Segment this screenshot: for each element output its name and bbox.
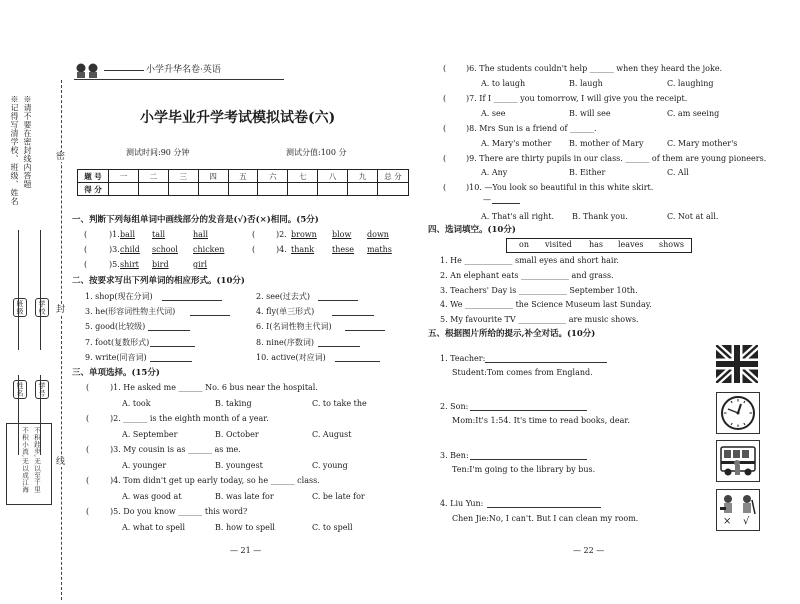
score-input[interactable] [138, 183, 168, 196]
fill-item: 2. An elephant eats ____________ and grass. [440, 271, 614, 280]
bus-icon [716, 440, 760, 482]
series-header [74, 62, 284, 78]
cell: 总 分 [378, 170, 409, 183]
word-bank [506, 238, 692, 253]
kids-logo-icon [74, 62, 102, 78]
answer-blank[interactable] [148, 330, 190, 331]
fill-item: 3. Teachers' Day is ____________ September 10th. [440, 286, 638, 295]
s2-item: 4. fly(单三形式) [256, 307, 315, 316]
seal-char-xian: 线 [56, 457, 66, 467]
mc-option[interactable]: B. was late for [215, 492, 274, 501]
mc-option[interactable]: B. laugh [569, 79, 603, 88]
s1-num: )1. [109, 230, 120, 239]
answer-blank[interactable] [318, 300, 358, 301]
mc-question: )9. There are thirty pupils in our class. ______ of them are young pioneers. [466, 154, 767, 163]
mc-option[interactable]: C. Not at all. [667, 212, 719, 221]
page-number-right: — 22 — [573, 546, 605, 555]
field-number: 学号 [35, 380, 49, 399]
mc-option[interactable]: C. be late for [312, 492, 365, 501]
dialog-response: Student:Tom comes from England. [452, 368, 593, 377]
score-value-row [78, 183, 409, 196]
score-input[interactable] [348, 183, 378, 196]
field-class: 班级 [13, 298, 27, 317]
notice-2: ※记得写清学校、班级、姓名 [10, 95, 19, 206]
s2-item: 1. shop(现在分词) [85, 292, 153, 301]
word-bank-item: visited [545, 240, 572, 249]
word-bank-item: shows [659, 240, 685, 249]
paren: ( [443, 183, 447, 192]
mc-option[interactable]: B. Either [569, 168, 606, 177]
answer-blank[interactable] [332, 315, 374, 316]
answer-blank[interactable] [335, 361, 380, 362]
answer-blank[interactable] [162, 300, 222, 301]
mc-question: )10. —You look so beautiful in this white skirt. [466, 183, 654, 192]
mc-question: )7. If I ______ you tomorrow, I will give you the receipt. [466, 94, 688, 103]
fill-item: 5. My favourite TV ____________ are music shows. [440, 315, 639, 324]
paren: ( [86, 445, 90, 454]
s1-word: maths [367, 245, 392, 254]
mc-option[interactable]: C. August [312, 430, 352, 439]
field-school: 学校 [35, 298, 49, 317]
answer-blank[interactable] [345, 330, 385, 331]
s1-word: hall [193, 230, 209, 239]
mc-option[interactable]: A. took [122, 399, 151, 408]
s2-item: 7. foot(复数形式) [85, 338, 150, 347]
s1-word: child [120, 245, 140, 254]
mc-option[interactable]: C. Mary mother's [667, 139, 738, 148]
mc-option[interactable]: B. will see [569, 109, 611, 118]
score-input[interactable] [318, 183, 348, 196]
s2-item: 3. he(形容词性物主代词) [85, 307, 176, 316]
s1-word: shirt [120, 260, 139, 269]
paren: ( [86, 383, 90, 392]
cell: 六 [258, 170, 288, 183]
mc-option[interactable]: A. to laugh [481, 79, 526, 88]
paren: ( [443, 64, 447, 73]
mc-option[interactable]: B. how to spell [215, 523, 275, 532]
score-input[interactable] [198, 183, 228, 196]
cell: 得 分 [78, 183, 109, 196]
series-title: 小学升华名卷·英语 [146, 65, 221, 75]
paren: ( [86, 414, 90, 423]
answer-blank[interactable] [150, 346, 195, 347]
s1-num: )5. [109, 260, 120, 269]
paren: ( [252, 230, 256, 239]
s1-num: )3. [109, 245, 120, 254]
mc-option[interactable]: A. That's all right. [481, 212, 555, 221]
cell: 九 [348, 170, 378, 183]
dialog-response: Chen Jie:No, I can't. But I can clean my room. [452, 514, 639, 523]
cell: 二 [138, 170, 168, 183]
s1-num: )4. [276, 245, 287, 254]
answer-blank[interactable] [190, 315, 230, 316]
s1-word: down [367, 230, 389, 239]
mc-question: )4. Tom didn't get up early today, so he ______ class. [110, 476, 320, 485]
mc-option[interactable]: C. to take the [312, 399, 367, 408]
cell: 一 [109, 170, 139, 183]
mc-option[interactable]: A. younger [122, 461, 167, 470]
fill-item: 4. We ____________ the Science Museum last Sunday. [440, 300, 652, 309]
paren: ( [252, 245, 256, 254]
mc-option[interactable]: B. mother of Mary [569, 139, 644, 148]
s1-word: thank [291, 245, 315, 254]
section3-heading: 三、单项选择。(15分) [72, 368, 160, 378]
cell: 题 号 [78, 170, 109, 183]
paren: ( [443, 154, 447, 163]
fill-item: 1. He ____________ small eyes and short hair. [440, 256, 619, 265]
mc-question: )5. Do you know ______ this word? [110, 507, 248, 516]
dialog-response: Mom:It's 1:54. It's time to read books, dear. [452, 416, 630, 425]
motto-2: 不积小流,无以成江海 [21, 427, 29, 493]
s1-word: girl [193, 260, 208, 269]
s1-word: bird [152, 260, 169, 269]
s2-item: 2. see(过去式) [256, 292, 310, 301]
clock-icon [716, 392, 760, 434]
paren: ( [84, 260, 88, 269]
score-input[interactable] [168, 183, 198, 196]
mc-question: )1. He asked me ______ No. 6 bus near the hospital. [110, 383, 318, 392]
score-input[interactable] [378, 183, 409, 196]
s1-word: tall [152, 230, 166, 239]
mc-option[interactable]: A. see [481, 109, 506, 118]
word-bank-item: leaves [618, 240, 644, 249]
answer-blank[interactable] [470, 459, 587, 460]
answer-blank[interactable] [485, 362, 607, 363]
union-jack-flag-icon [716, 345, 758, 383]
score-input[interactable] [258, 183, 288, 196]
s1-word: brown [291, 230, 317, 239]
paren: ( [84, 230, 88, 239]
word-bank-item: has [589, 240, 604, 249]
section1-heading: 一、判断下列每组单词中画线部分的发音是(√)否(×)相同。(5分) [72, 215, 319, 225]
score-header-row [78, 170, 409, 183]
section4-heading: 四、选词填空。(10分) [428, 225, 516, 235]
dialog-response: Ten:I'm going to the library by bus. [452, 465, 596, 474]
cell: 四 [198, 170, 228, 183]
cell: 五 [228, 170, 258, 183]
paren: ( [86, 476, 90, 485]
s1-word: chicken [193, 245, 225, 254]
score-input[interactable] [288, 183, 318, 196]
answer-blank[interactable] [487, 507, 601, 508]
cooking-cleaning-icon [716, 489, 760, 531]
mc-option[interactable]: C. am seeing [667, 109, 720, 118]
field-name: 姓名 [13, 380, 27, 399]
mc-question: )3. My cousin is as ______ as me. [110, 445, 241, 454]
exam-title: 小学毕业升学考试模拟试卷(六) [140, 110, 336, 126]
s1-num: )2. [276, 230, 287, 239]
s2-item: 10. active(对应词) [256, 353, 326, 362]
mc-option[interactable]: B. Thank you. [572, 212, 628, 221]
mc-option[interactable]: C. young [312, 461, 348, 470]
s1-word: school [152, 245, 178, 254]
mc-option[interactable]: A. what to spell [122, 523, 186, 532]
s2-item: 6. I(名词性物主代词) [256, 322, 332, 331]
s2-item: 9. write(同音词) [85, 353, 147, 362]
seal-char-mi: 密 [56, 152, 66, 162]
section2-heading: 二、按要求写出下列单词的相应形式。(10分) [72, 276, 245, 286]
paren: ( [443, 124, 447, 133]
s2-item: 8. nine(序数词) [256, 338, 315, 347]
answer-blank[interactable] [470, 410, 587, 411]
s1-word: blow [332, 230, 352, 239]
mc-option[interactable]: B. youngest [215, 461, 263, 470]
score-input[interactable] [109, 183, 139, 196]
dialog-prompt: 3. Ben: [440, 451, 469, 460]
page-number-left: — 21 — [230, 546, 262, 555]
answer-blank[interactable] [150, 361, 192, 362]
mc-question: )2. ______ is the eighth month of a year. [110, 414, 269, 423]
paren: ( [443, 94, 447, 103]
mc-option[interactable]: C. to spell [312, 523, 353, 532]
dialog-prompt: 1. Teacher: [440, 354, 486, 363]
section5-heading: 五、根据图片所给的提示,补全对话。(10分) [428, 329, 596, 339]
mc-question: )8. Mrs Sun is a friend of ______. [466, 124, 597, 133]
exam-time: 测试时间:90 分钟 [126, 148, 190, 157]
mc-option[interactable]: A. Any [481, 168, 508, 177]
s2-item: 5. good(比较级) [85, 322, 146, 331]
mc-option[interactable]: C. laughing [667, 79, 714, 88]
mc-option[interactable]: A. was good at [122, 492, 182, 501]
paren: ( [86, 507, 90, 516]
dash: — [483, 195, 491, 204]
answer-blank[interactable] [318, 346, 360, 347]
word-bank-item: on [519, 240, 529, 249]
dialog-prompt: 2. Son: [440, 402, 469, 411]
mc-option[interactable]: A. Mary's mother [481, 139, 552, 148]
paren: ( [84, 245, 88, 254]
seal-char-feng: 封 [56, 305, 66, 315]
motto-1: 不积跬步,无以至千里 [33, 427, 41, 493]
answer-blank[interactable] [492, 203, 520, 204]
cell: 七 [288, 170, 318, 183]
motto-box [6, 423, 52, 505]
mc-option[interactable]: C. All [667, 168, 689, 177]
s1-word: these [332, 245, 354, 254]
score-table [77, 169, 409, 196]
cell: 八 [318, 170, 348, 183]
mc-question: )6. The students couldn't help ______ when they heard the joke. [466, 64, 723, 73]
dialog-prompt: 4. Liu Yun: [440, 499, 484, 508]
score-input[interactable] [228, 183, 258, 196]
mc-option[interactable]: A. September [122, 430, 178, 439]
binding-strip [0, 0, 70, 604]
s1-word: ball [120, 230, 136, 239]
mc-option[interactable]: B. October [215, 430, 259, 439]
notice-1: ※请不要在密封线内答题 [23, 95, 32, 189]
mc-option[interactable]: B. taking [215, 399, 252, 408]
cell: 三 [168, 170, 198, 183]
cross-mark: × [723, 516, 732, 527]
exam-score: 测试分值:100 分 [286, 148, 347, 157]
check-mark: √ [743, 516, 750, 527]
